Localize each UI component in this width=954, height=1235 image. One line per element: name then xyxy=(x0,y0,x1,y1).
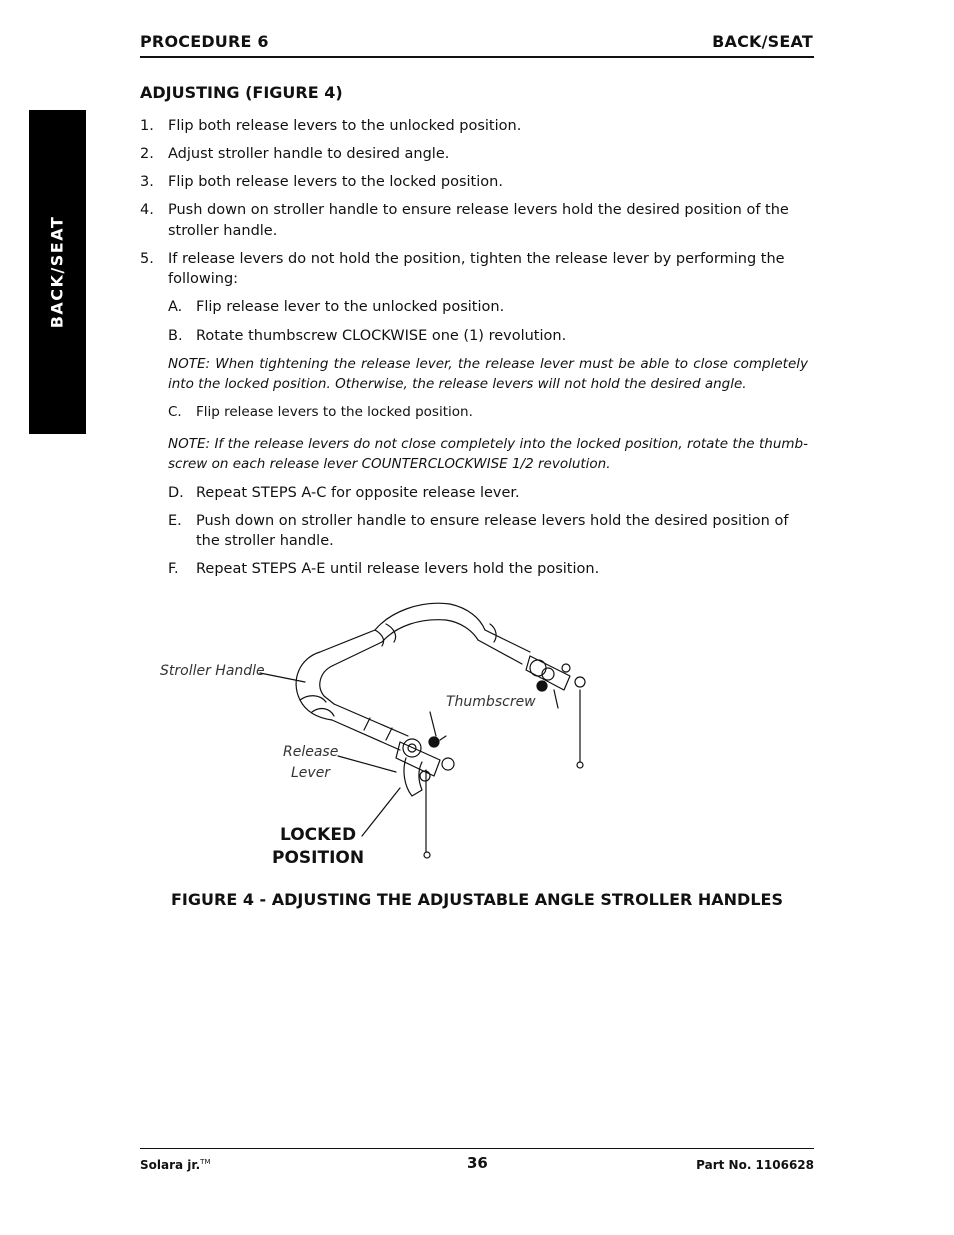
step-text-line2: following: xyxy=(168,271,239,287)
step-number: 2. xyxy=(140,146,154,162)
substep-text: Flip release levers to the locked position. xyxy=(196,404,473,420)
section-title: ADJUSTING (FIGURE 4) xyxy=(140,83,343,102)
step-text-line1: Push down on stroller handle to ensure release levers hold the desired position of the xyxy=(168,202,789,218)
label-stroller-handle: Stroller Handle xyxy=(160,663,265,679)
step-text: Adjust stroller handle to desired angle. xyxy=(168,146,450,162)
header-section: BACK/SEAT xyxy=(712,32,813,51)
page-number: 36 xyxy=(467,1154,488,1172)
label-thumbscrew: Thumbscrew xyxy=(446,694,536,710)
footer-rule xyxy=(140,1148,814,1149)
substep-label: D. xyxy=(168,485,184,501)
substep-label: A. xyxy=(168,299,183,315)
substep-label: E. xyxy=(168,513,182,529)
stroller-handle-illustration xyxy=(150,590,650,880)
note-tightening: NOTE: When tightening the release lever, the release lever must be able to close completely into the locked position. Otherwise, the release levers will not hold the desired angle. xyxy=(168,356,808,392)
header-rule xyxy=(140,56,814,58)
step-text-line1: If release levers do not hold the position, tighten the release lever by performing the xyxy=(168,251,785,267)
step-number: 1. xyxy=(140,118,154,134)
substep-text: Rotate thumbscrew CLOCKWISE one (1) revolution. xyxy=(196,328,567,344)
label-release: Release xyxy=(283,744,339,760)
substep-text: Repeat STEPS A-C for opposite release lever. xyxy=(196,485,520,501)
footer-product-name: Solara jr. xyxy=(140,1158,201,1172)
step-number: 5. xyxy=(140,251,154,267)
footer-product xyxy=(140,1158,211,1172)
substep-label: B. xyxy=(168,328,183,344)
substep-text: Repeat STEPS A-E until release levers hold the position. xyxy=(196,561,600,577)
substep-text-line1: Push down on stroller handle to ensure release levers hold the desired position of xyxy=(196,513,789,529)
step-number: 4. xyxy=(140,202,154,218)
substep-label: F. xyxy=(168,561,179,577)
substep-text: Flip release lever to the unlocked position. xyxy=(196,299,505,315)
footer-part-number: Part No. 1106628 xyxy=(696,1158,814,1172)
figure-caption: FIGURE 4 - ADJUSTING THE ADJUSTABLE ANGLE STROLLER HANDLES xyxy=(171,890,783,909)
header-procedure: PROCEDURE 6 xyxy=(140,32,269,51)
label-position: POSITION xyxy=(272,848,365,868)
label-lever: Lever xyxy=(291,765,331,781)
label-locked: LOCKED xyxy=(280,825,357,845)
step-text: Flip both release levers to the locked position. xyxy=(168,174,503,190)
step-text: Flip both release levers to the unlocked position. xyxy=(168,118,522,134)
substep-label: C. xyxy=(168,404,182,420)
trademark-mark: TM xyxy=(200,1158,211,1166)
note-counterclockwise: NOTE: If the release levers do not close completely into the locked position, rotate the thumb-screw on each release lever COUNTERCLOCKWISE 1/2 revolution. xyxy=(168,436,808,472)
side-tab-label: BACK/SEAT xyxy=(47,215,67,329)
step-number: 3. xyxy=(140,174,154,190)
substep-text-line2: the stroller handle. xyxy=(196,533,334,549)
step-text-line2: stroller handle. xyxy=(168,223,278,239)
